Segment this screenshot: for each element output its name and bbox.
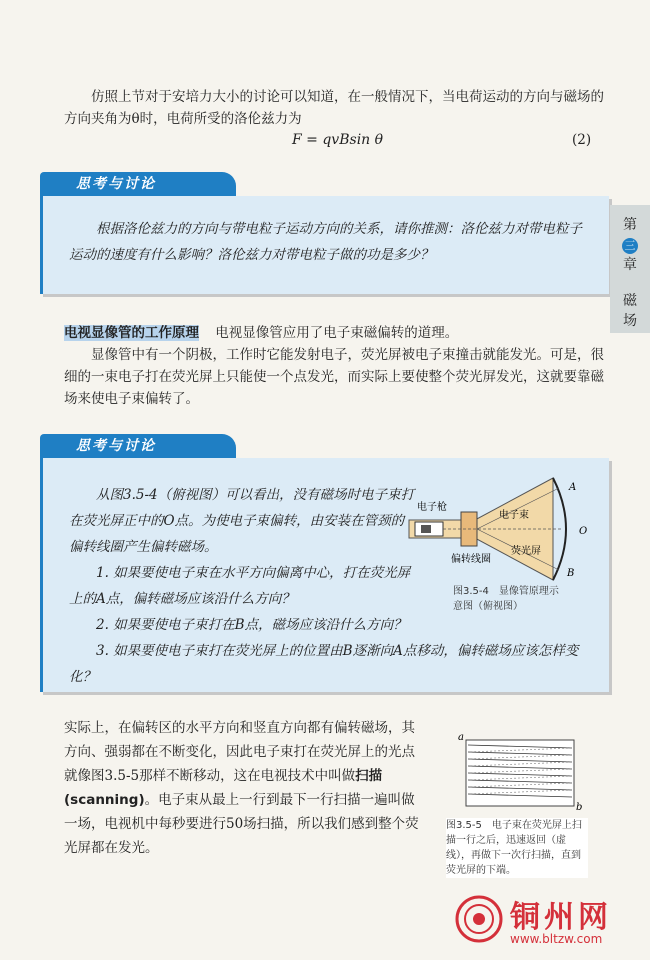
intro-line-2: 方向夹角为θ时，电荷所受的洛伦兹力为 [64, 111, 302, 127]
discussion-tab-1: 思考与讨论 [40, 172, 236, 196]
watermark-seal-icon [454, 894, 504, 944]
lorentz-formula: F = qvBsin θ [292, 132, 384, 148]
discussion-1-text: 根据洛伦兹力的方向与带电粒子运动方向的关系，请你推测：洛伦兹力对带电粒子运动的速度有什么影响？洛伦兹力对带电粒子做的功是多少？ [69, 221, 582, 263]
intro-paragraph [64, 86, 604, 130]
scan-caption: 图3.5-5 电子束在荧光屏上扫描一行之后，迅速返回（虚线），再做下一次行扫描，直到荧光屏的下端。 [446, 818, 588, 878]
scan-label-b: b [576, 802, 583, 812]
watermark [454, 892, 644, 952]
scan-text-after: 。电子束从最上一行到最下一行扫描一遍叫做一场，电视机中每秒要进行50场扫描，所以我们感到整个荧光屏都在发光。 [64, 792, 419, 856]
discussion-2-q3: 3. 如果要使电子束打在荧光屏上的位置由B逐渐向A点移动，偏转磁场应该怎样变化？ [69, 643, 579, 685]
side-tab-char-5: 场 [623, 313, 637, 329]
discussion-2-q2: 2. 如果要使电子束打在B点，磁场应该沿什么方向？ [96, 617, 407, 633]
label-electron-gun: 电子枪 [417, 502, 447, 513]
label-screen: 荧光屏 [511, 546, 541, 557]
scan-text-before: 实际上，在偏转区的水平方向和竖直方向都有偏转磁场，其方向、强弱都在不断变化，因此电子束打在荧光屏上的光点就像图3.5-5那样不断移动，这在电视技术中叫做 [64, 720, 415, 784]
side-tab-char-2: 三 [622, 238, 638, 254]
label-deflection-coil: 偏转线圈 [451, 554, 491, 565]
scan-label-a: a [458, 732, 464, 743]
discussion-2-q1: 1. 如果要使电子束在水平方向偏离中心，打在荧光屏上的A点，偏转磁场应该沿什么方向？ [69, 565, 411, 607]
scan-term: 扫描 [355, 768, 383, 784]
formula-number: (2) [572, 132, 592, 148]
electron-gun-inner [421, 525, 431, 533]
tv-section [64, 322, 604, 410]
side-tab-char-3: 章 [623, 257, 637, 273]
side-tab-char-1: 第 [623, 217, 637, 233]
label-electron-beam: 电子束 [499, 510, 529, 521]
watermark-name: 铜州网 [510, 900, 612, 935]
crt-caption: 图3.5-4 显像管原理示意图（俯视图） [453, 586, 559, 612]
crt-diagram [403, 474, 599, 584]
discussion-tab-2: 思考与讨论 [40, 434, 236, 458]
discussion-box-1 [40, 196, 609, 294]
label-B: B [567, 568, 575, 579]
discussion-box-2 [40, 458, 609, 692]
chapter-side-tab [610, 205, 650, 333]
tv-section-paragraph: 显像管中有一个阴极，工作时它能发射电子，荧光屏被电子束撞击就能发光。可是，很细的一束电子打在荧光屏上只能使一个点发光，而实际上要使整个荧光屏发光，这就要靠磁场来使电子束偏转了。 [64, 347, 604, 407]
label-O: O [579, 526, 588, 537]
scan-paragraph [64, 716, 420, 860]
scan-diagram [448, 732, 590, 812]
intro-line-1: 仿照上节对于安培力大小的讨论可以知道，在一般情况下，当电荷运动的方向与磁场的 [91, 89, 604, 105]
scan-term-en: (scanning) [64, 792, 145, 808]
label-A: A [569, 482, 577, 493]
discussion-2-intro: 从图3.5-4（俯视图）可以看出，没有磁场时电子束打在荧光屏正中的O点。为使电子束偏转，由安装在管颈的偏转线圈产生偏转磁场。 [69, 487, 415, 555]
watermark-url: www.bltzw.com [510, 932, 603, 946]
tv-section-heading: 电视显像管的工作原理 [64, 325, 199, 341]
tv-section-heading-rest: 电视显像管应用了电子束磁偏转的道理。 [215, 325, 459, 341]
side-tab-char-4: 磁 [623, 293, 637, 309]
